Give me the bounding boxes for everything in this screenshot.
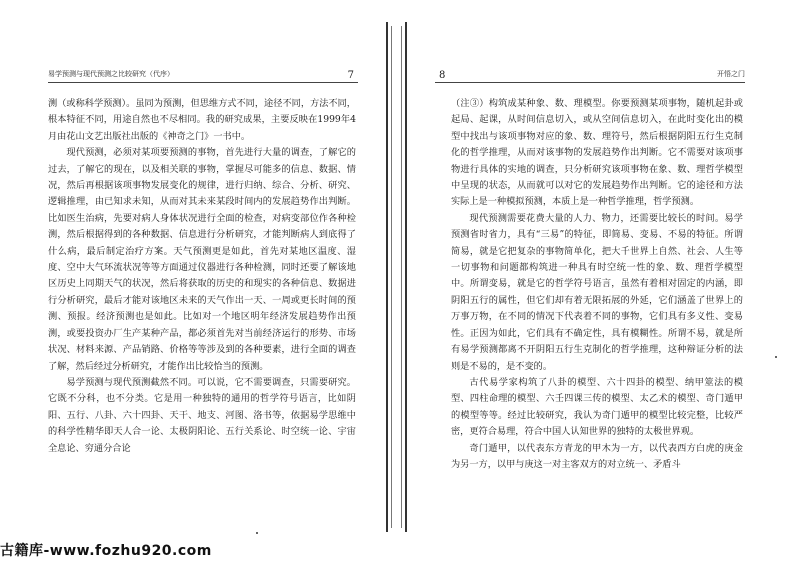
paragraph: 易学预测与现代预测截然不同。可以说，它不需要调查，只需要研究。它既不分科，也不分类。它是用一种独特的通用的哲学符号语言，比如阴阳、五行、八卦、六十四卦、天干、地支、河图、洛书等，依据易学思维中的科学性精华即天人合一论、太极阴阳论、五行关系论、时空统一论、宇宙全息论、穷通分合论 [48,376,356,454]
right-page-body [451,96,743,473]
left-page-body [48,96,356,457]
site-watermark: 古籍库-www.fozhu920.com [0,543,212,559]
right-page-header [435,68,745,83]
paragraph: 奇门遁甲，以代表东方青龙的甲木为一方，以代表西方白虎的庚金为另一方，以甲与庚这一对主客双方的对立统一、矛盾斗 [451,442,743,470]
paragraph: 测（或称科学预测）。虽同为预测，但思维方式不同，途径不同，方法不同，根本特征不同，用途自然也不尽相同。我的研究成果，主要反映在1999年4月由花山文艺出版社出版的《神奇之门》一书中。 [48,98,356,142]
paragraph: 古代易学家构筑了八卦的模型、六十四卦的模型、纳甲筮法的模型、四柱命理的模型、六壬四课三传的模型、太乙术的模型、奇门遁甲的模型等等。经过比较研究，我认为奇门遁甲的模型比较完整，比较严密，更符合易理，符合中国人认知世界的独特的太极世界观。 [451,376,743,438]
left-page-number: 7 [347,70,354,81]
right-running-title: 开悟之门 [717,70,745,78]
scan-speck [775,356,777,358]
right-page [405,22,781,532]
left-page [12,22,388,532]
paragraph: 现代预测需要花费大量的人力、物力，还需要比较长的时间。易学预测省时省力，具有“三易”的特征，即简易、变易、不易的特征。所谓简易，就是它把复杂的事物简单化，把大千世界上自然、社会、人生等一切事物和问题都构筑进一种具有时空统一性的象、数、理哲学模型中。所谓变易，就是它的哲学符号语言，虽然有着相对固定的内涵，即阴阳五行的属性，但它们却有着无限拓展的外延，它们涵盖了世界上的万事万物，在不同的情况下代表着不同的事物，它们具有多义性、变易性。正因为如此，它们具有不确定性，具有模糊性。所谓不易，就是所有易学预测都离不开阴阳五行生克制化的哲学推理，这种辩证分析的法则是不易的，是不变的。 [451,212,743,372]
right-page-number: 8 [439,70,446,81]
paragraph: 现代预测，必须对某项要预测的事物，首先进行大量的调查，了解它的过去，了解它的现在，以及相关联的事物，掌握尽可能多的信息、数据、情况，然后再根据该项事物发展变化的规律，进行归纳、综合、分析、研究、逻辑推理，由已知求未知，从而对其未来某段时间内的发展趋势作出判断。比如医生治病，先要对病人身体状况进行全面的检查，对病变部位作各种检测，然后根据得到的各种数据、信息进行分析研究，才能判断病人到底得了什么病，最后制定治疗方案。天气预测更是如此，首先对某地区温度、湿度、空中大气环流状况等等方面通过仪器进行各种检测，同时还要了解该地区历史上同期天气的状况，然后将获取的历史的和现实的各种信息、数据进行分析研究，最后才能对该地区未来的天气作出一天、一周或更长时间的预测、预报。经济预测也是如此。比如对一个地区明年经济发展趋势作出预测，或要投资办厂生产某种产品，都必须首先对当前经济运行的形势、市场状况、材料来源、产品销路、价格等等涉及到的各种要素，进行全面的调查了解，然后经过分析研究，才能作出比较恰当的预测。 [48,147,356,372]
paragraph: （注③）构筑成某种象、数、理模型。你要预测某项事物，随机起卦或起局、起课，从时间信息切入，或从空间信息切入，在此时变化出的模型中找出与该项事物对应的象、数、理符号，然后根据阴阳五行生克制化的哲学推理，从而对该事物的发展趋势作出判断。它不需要对该项事物进行具体的实地的调查，只分析研究该项事物在象、数、理哲学模型中呈现的状态，从而就可以对它的发展趋势作出判断。它的途径和方法实际上是一种模拟预测，本质上是一种哲学推理，哲学预测。 [451,98,743,208]
scan-speck [256,532,258,534]
left-running-title: 易学预测与现代预测之比较研究（代序） [48,70,174,78]
left-page-header [48,68,358,83]
